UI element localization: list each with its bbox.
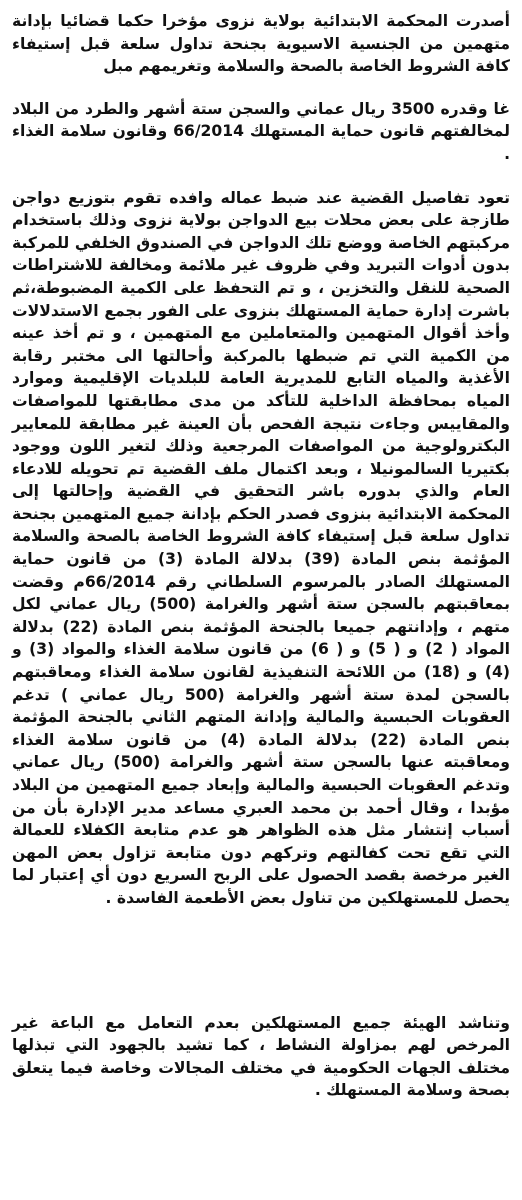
article-paragraph-penalty: غا وقدره 3500 ريال عماني والسجن ستة أشهر والطرد من البلاد لمخالفتهم قانون حماية المستهلك 66/2014 وقانون سلامة الغذاء .	[12, 99, 510, 163]
article-paragraph-case-details: تعود تفاصيل القضية عند ضبط عماله وافده تقوم بتوزيع دواجن طازجة على بعض محلات بيع الدواجن بولاية نزوى وذلك باستخدام مركبتهم الخاصة ووضع تلك الدواجن في الصندوق الخلفي للمركبة بدون أدوات التبريد وفي ظروف غير ملائمة ومخالفة للاشتراطات الصحية للنقل والتخزين ، و تم التحفظ على الكمية المضبوطة،ثم باشرت إدارة حماية المستهلك بنزوى على الفور بجمع الاستدلالات وأخذ أقوال المتهمين والمتعاملين مع المتهمين ، و تم أخذ عينه من الكمية التي تم ضبطها بالمركبة وأحالتها الى مختبر رقابة الأغذية والمياه التابع للمديرية العامة للبلديات الإقليمية وموارد المياه بمحافظة الداخلية للتأكد من مدى مطابقتها للمواصفات والمقاييس وجاءت نتيجة الفحص بأن العينة غير مطابقة للمعايير البكترولوجية من المواصفات المرجعية وذلك لتغير اللون ووجود بكتيريا السالمونيلا ، وبعد اكتمال ملف القضية تم تحويله للادعاء العام والذي بدوره باشر التحقيق في القضية وإحالتها إلى المحكمة الابتدائية بنزوى فصدر الحكم بإدانة جميع المتهمين بجنحة تداول سلعة قبل إستيفاء كافة الشروط الخاصة بالصحة والسلامة المؤثمة بنص المادة (39) بدلالة المادة (3) من قانون حماية المستهلك الصادر بالمرسوم السلطاني رقم 66/2014م وقضت بمعاقبتهم بالسجن ستة أشهر والغرامة (500) ريال عماني لكل متهم ، وإدانتهم جميعا بالجنحة المؤثمة بنص المادة (22) بدلالة المواد ( 2) و ( 5) و ( 6) من قانون سلامة الغذاء والمواد (3) و (4) و (18) من اللائحة التنفيذية لقانون سلامة الغذاء ومعاقبتهم بالسجن لمدة ستة أشهر والغرامة (500 ريال عماني ) تدغم العقوبات الحبسية والمالية وإدانة المتهم الثاني بالجنحة المؤثمة بنص المادة (22) بدلالة المادة (4) من قانون سلامة الغذاء ومعاقبته عنها بالسجن ستة أشهر والغرامة (500) ريال عماني وتدغم العقوبات الحبسية والمالية وإبعاد جميع المتهمين من البلاد مؤبدا ، وقال أحمد بن محمد العبري مساعد مدير الإدارة بأن من أسباب إنتشار مثل هذه الظواهر هو عدم متابعة الكفلاء للعمالة التي تقع تحت كفالتهم وتركهم دون متابعة تزاول بعض المهن الغير مرخصة بقصد الحصول على الربح السريع دون أي إعتبار لما يحصل للمستهلكين من تناول بعض الأطعمة الفاسدة .	[12, 188, 511, 907]
article-paragraph-appeal: وتناشد الهيئة جميع المستهلكين بعدم التعامل مع الباعة غير المرخص لهم بمزاولة النشاط ، كما تشيد بالجهود التي تبذلها مختلف الجهات الحكومية في مختلف المجالات وخاصة فيما يتعلق بصحة وسلامة المستهلك .	[12, 1013, 510, 1100]
article-paragraph-intro: أصدرت المحكمة الابتدائية بولاية نزوى مؤخرا حكما قضائيا بإدانة متهمين من الجنسية الاسيوية بجنحة تداول سلعة قبل إستيفاء كافة الشروط الخاصة بالصحة والسلامة وتغريمهم مبل	[12, 12, 510, 76]
